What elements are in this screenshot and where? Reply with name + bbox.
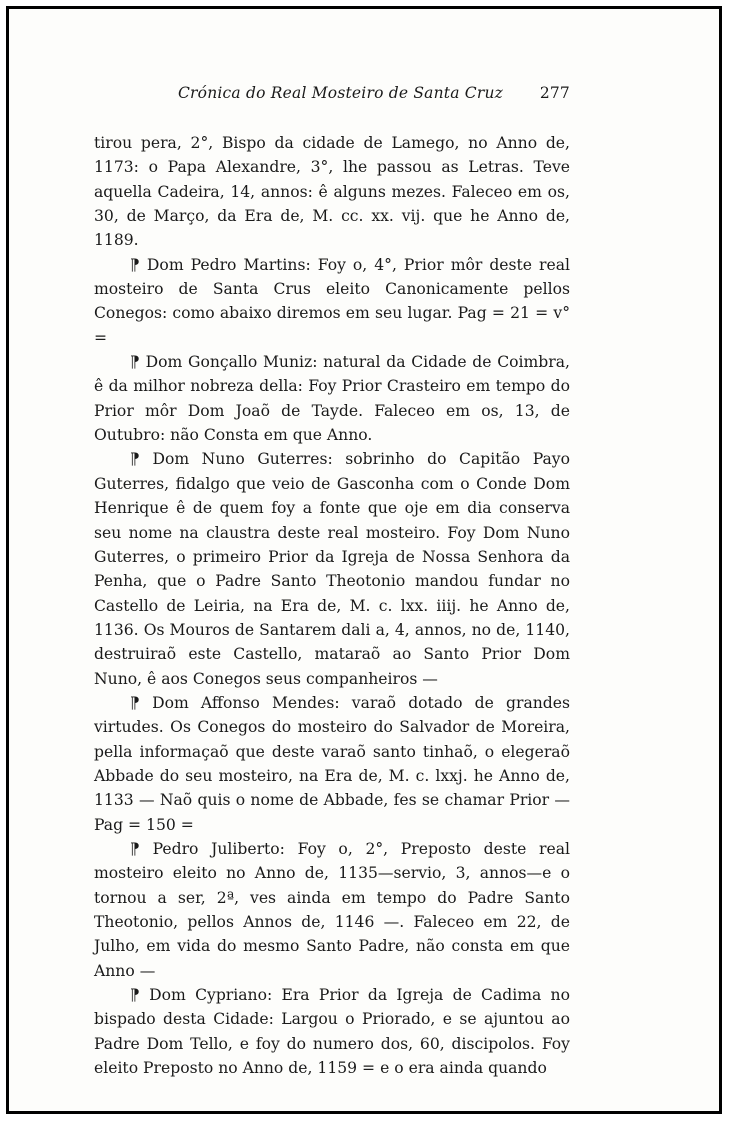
paragraph-entry: ⁋ Dom Cypriano: Era Prior da Igreja de Cadima no bispado desta Cidade: Largou o Priorado, e se ajuntou ao Padre Dom Tello, e foy do numero dos, 60, discipolos. Foy eleito Preposto no Anno de, 1159 = e o era ainda quando	[94, 986, 570, 1078]
body-text	[94, 131, 570, 1080]
paragraph-entry: ⁋ Dom Gonçallo Muniz: natural da Cidade de Coimbra, ê da milhor nobreza della: Foy Prior Crasteiro em tempo do Prior môr Dom Joaõ de Tayde. Faleceo em os, 13, de Outubro: não Consta em que Anno.	[94, 353, 570, 445]
page-number: 277	[539, 84, 570, 102]
running-title: Crónica do Real Mosteiro de Santa Cruz	[178, 84, 504, 102]
paragraph-entry: ⁋ Dom Nuno Guterres: sobrinho do Capitão Payo Guterres, fidalgo que veio de Gasconha com o Conde Dom Henrique ê de quem foy a fonte que oje em dia conserva seu nome na claustra deste real mosteiro. Foy Dom Nuno Guterres, o primeiro Prior da Igreja de Nossa Senhora da Penha, que o Padre Santo Theotonio mandou fundar no Castello de Leiria, na Era de, M. c. lxx. iiij. he Anno de, 1136. Os Mouros de Santarem dali a, 4, annos, no de, 1140, destruiraõ este Castello, mataraõ ao Santo Prior Dom Nuno, ê aos Conegos seus companheiros —	[94, 450, 570, 688]
paragraph-entry: ⁋ Dom Affonso Mendes: varaõ dotado de grandes virtudes. Os Conegos do mosteiro do Salvador de Moreira, pella informaçaõ que deste varaõ santo tinhaõ, o elegeraõ Abbade do seu mosteiro, na Era de, M. c. lxxj. he Anno de, 1133 — Naõ quis o nome de Abbade, fes se chamar Prior — Pag = 150 =	[94, 693, 570, 834]
paragraph-entry: ⁋ Dom Pedro Martins: Foy o, 4°, Prior môr deste real mosteiro de Santa Crus eleito Canonicamente pellos Conegos: como abaixo diremos em seu lugar. Pag = 21 = v° =	[94, 255, 570, 347]
paragraph-continuation: tirou pera, 2°, Bispo da cidade de Lamego, no Anno de, 1173: o Papa Alexandre, 3°, lhe passou as Letras. Teve aquella Cadeira, 14, annos: ê alguns mezes. Faleceo em os, 30, de Março, da Era de, M. cc. xx. vij. que he Anno de, 1189.	[94, 134, 570, 250]
paragraph-entry: ⁋ Pedro Juliberto: Foy o, 2°, Preposto deste real mosteiro eleito no Anno de, 1135—servio, 3, annos—e o tornou a ser, 2ª, ves ainda em tempo do Padre Santo Theotonio, pellos Annos de, 1146 —. Faleceo em 22, de Julho, em vida do mesmo Santo Padre, não consta em que Anno —	[94, 839, 570, 980]
